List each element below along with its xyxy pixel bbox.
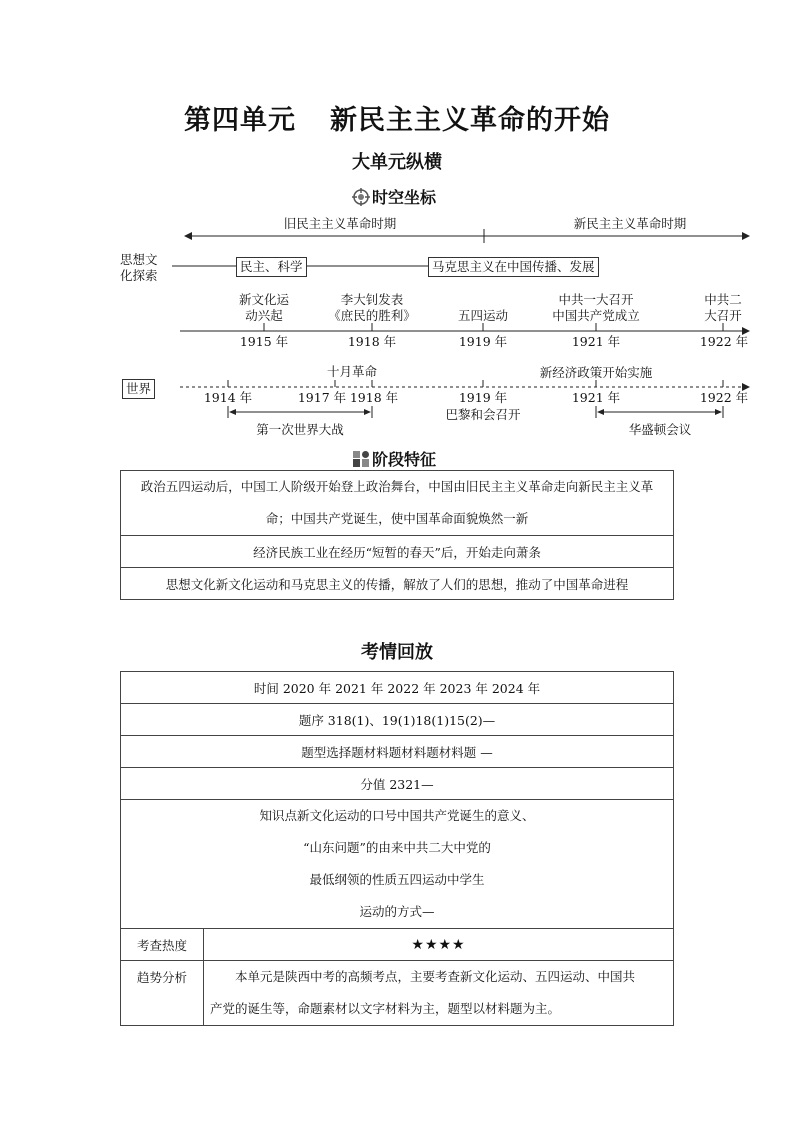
thought-box-marxism: 马克思主义在中国传播、发展 bbox=[428, 257, 599, 277]
world-event-paris: 巴黎和会召开 bbox=[445, 407, 521, 422]
exam-trend-line1: 本单元是陕西中考的高频考点，主要考查新文化运动、五四运动、中国共 bbox=[235, 969, 636, 984]
exam-order: 题序 318(1)、19(1)18(1)15(2)— bbox=[121, 704, 674, 736]
feature-row-economy bbox=[121, 536, 674, 568]
event-1915-line1: 新文化运 bbox=[238, 292, 289, 307]
exam-knowledge-line1: 知识点新文化运动的口号中国共产党诞生的意义、 bbox=[259, 808, 535, 823]
features-heading-text: 阶段特征 bbox=[372, 450, 437, 469]
year-1915: 1915 年 bbox=[239, 334, 289, 349]
exam-heading: 考情回放 bbox=[361, 642, 433, 663]
feature-row-politics bbox=[121, 471, 674, 536]
world-label: 世界 bbox=[122, 379, 155, 399]
feature-politics-line2: 命；中国共产党诞生，使中国革命面貌焕然一新 bbox=[265, 511, 529, 526]
period-old-label: 旧民主主义革命时期 bbox=[283, 216, 397, 231]
world-year-1918: 1918 年 bbox=[349, 390, 399, 405]
year-1918: 1918 年 bbox=[347, 334, 397, 349]
exam-trend-line2: 产党的诞生等，命题素材以文字材料为主，题型以材料题为主。 bbox=[210, 1001, 561, 1016]
feature-economy: 经济民族工业在经历“短暂的春天”后，开始走向萧条 bbox=[121, 536, 674, 568]
title-part1: 第四单元 bbox=[184, 105, 296, 136]
thought-label-1: 思想文 bbox=[120, 252, 158, 267]
period-arrow-left bbox=[184, 232, 192, 240]
world-year-1919: 1919 年 bbox=[458, 390, 508, 405]
blocks-icon bbox=[352, 450, 370, 468]
spacetime-heading-text: 时空坐标 bbox=[372, 188, 437, 207]
thought-label-2: 化探索 bbox=[120, 268, 158, 283]
event-1915-line2: 动兴起 bbox=[245, 308, 283, 323]
event-1918-line2: 《庶民的胜利》 bbox=[328, 308, 416, 323]
exam-knowledge-line2: “山东问题”的由来中共二大中党的 bbox=[303, 840, 491, 855]
exam-trend-label: 趋势分析 bbox=[121, 961, 204, 1026]
period-arrow-right bbox=[742, 232, 750, 240]
world-event-washington: 华盛顿会议 bbox=[628, 422, 692, 437]
world-event-ww1: 第一次世界大战 bbox=[256, 422, 344, 437]
title-part2: 新民主主义革命的开始 bbox=[330, 105, 610, 136]
year-1919: 1919 年 bbox=[458, 334, 508, 349]
year-1922: 1922 年 bbox=[699, 334, 749, 349]
page-subtitle: 大单元纵横 bbox=[352, 152, 442, 173]
exam-row-order bbox=[121, 704, 674, 736]
exam-row-knowledge bbox=[121, 800, 674, 929]
exam-heat-label: 考查热度 bbox=[121, 929, 204, 961]
exam-row-time bbox=[121, 672, 674, 704]
features-heading bbox=[352, 447, 436, 470]
feature-culture: 思想文化新文化运动和马克思主义的传播，解放了人们的思想，推动了中国革命进程 bbox=[121, 568, 674, 600]
features-table bbox=[120, 470, 674, 600]
thought-box-democracy: 民主、科学 bbox=[236, 257, 307, 277]
exam-row-score bbox=[121, 768, 674, 800]
world-year-1914: 1914 年 bbox=[203, 390, 253, 405]
event-1922-line1: 中共二 bbox=[704, 292, 742, 307]
event-1922-line2: 大召开 bbox=[704, 308, 742, 323]
event-1918-line1: 李大钊发表 bbox=[340, 292, 404, 307]
event-1921-line1: 中共一大召开 bbox=[558, 292, 634, 307]
world-event-october: 十月革命 bbox=[326, 364, 377, 379]
exam-knowledge-line3: 最低纲领的性质五四运动中学生 bbox=[309, 872, 485, 887]
feature-politics-line1: 政治五四运动后，中国工人阶级开始登上政治舞台，中国由旧民主主义革命走向新民主主义革 bbox=[140, 479, 654, 494]
exam-heat-stars: ★★★★ bbox=[204, 929, 674, 961]
exam-knowledge-line4: 运动的方式— bbox=[359, 904, 435, 919]
event-1921-line2: 中国共产党成立 bbox=[552, 308, 640, 323]
exam-row-heat bbox=[121, 929, 674, 961]
feature-row-culture bbox=[121, 568, 674, 600]
exam-row-type bbox=[121, 736, 674, 768]
world-year-1922: 1922 年 bbox=[699, 390, 749, 405]
exam-score: 分值 2321— bbox=[121, 768, 674, 800]
world-event-nep: 新经济政策开始实施 bbox=[539, 365, 653, 380]
exam-time: 时间 2020 年 2021 年 2022 年 2023 年 2024 年 bbox=[121, 672, 674, 704]
exam-row-trend bbox=[121, 961, 674, 1026]
world-year-1917: 1917 年 bbox=[297, 390, 347, 405]
event-1919-line2: 五四运动 bbox=[457, 308, 508, 323]
world-year-1921: 1921 年 bbox=[571, 390, 621, 405]
exam-table bbox=[120, 671, 674, 1026]
year-1921: 1921 年 bbox=[571, 334, 621, 349]
period-new-label: 新民主主义革命时期 bbox=[573, 216, 687, 231]
exam-type: 题型选择题材料题材料题材料题 — bbox=[121, 736, 674, 768]
